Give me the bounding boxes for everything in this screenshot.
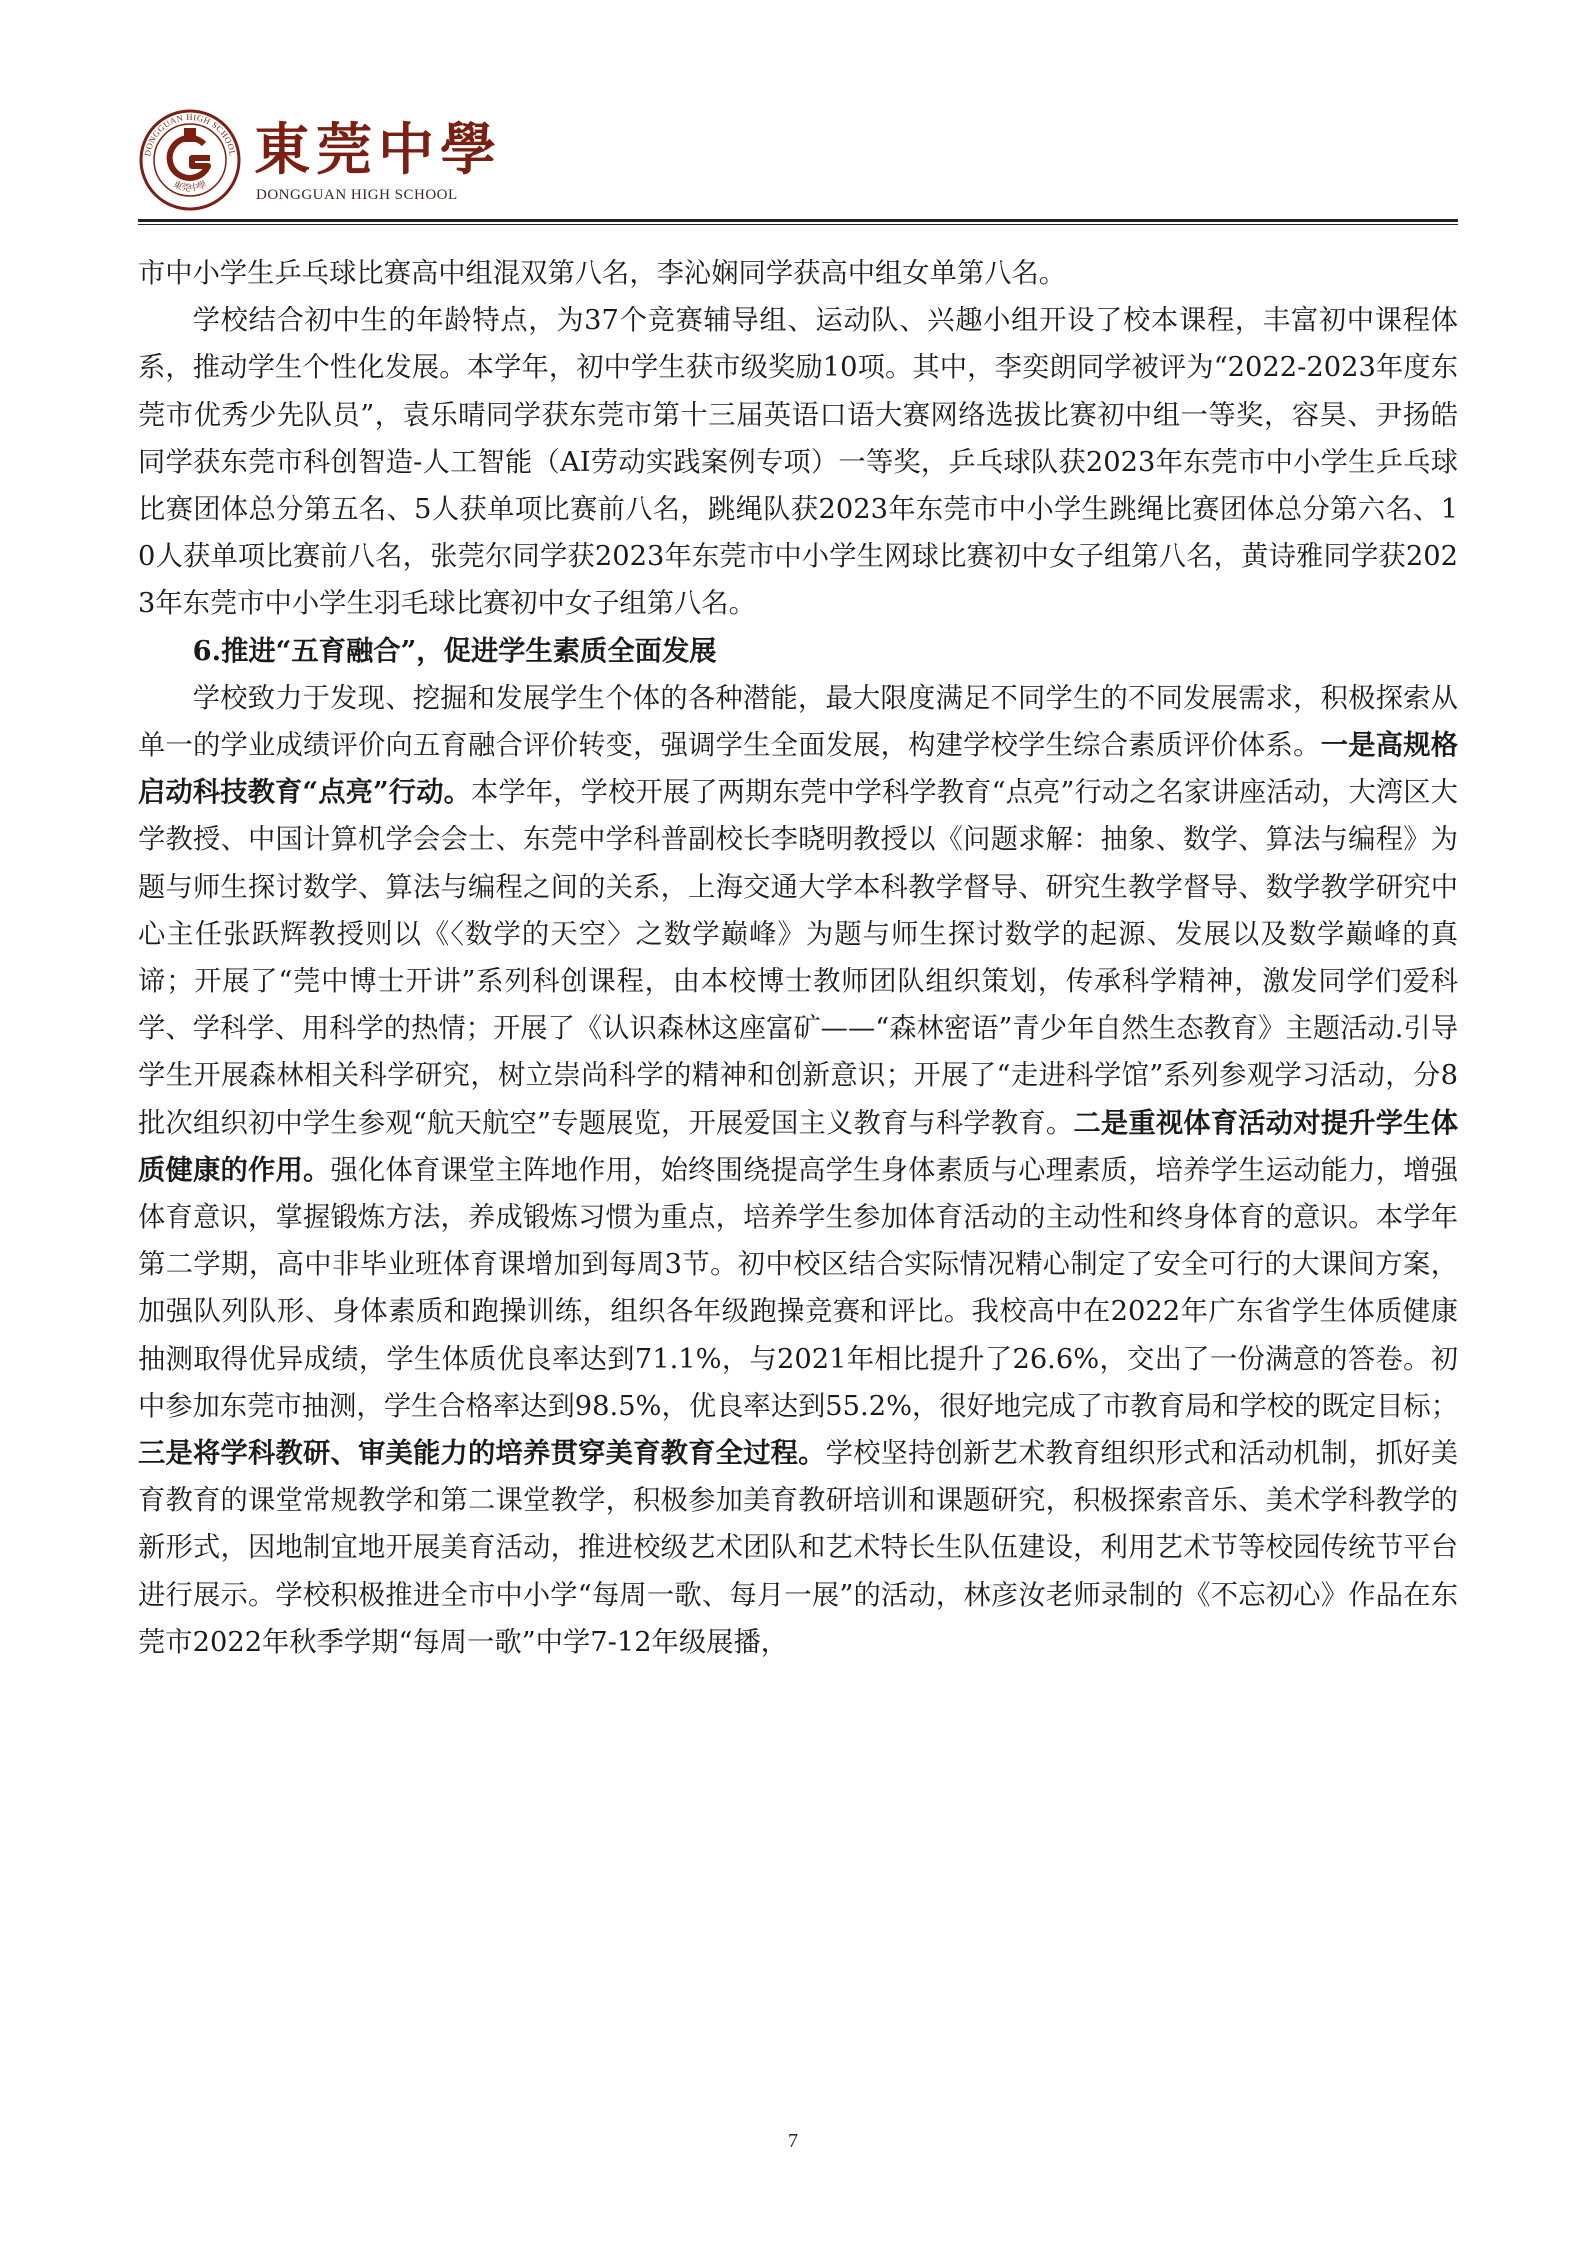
text-intro: 学校致力于发现、挖掘和发展学生个体的各种潜能，最大限度满足不同学生的不同发展需求，积极探索从单一的学业成绩评价向五育融合评价转变，强调学生全面发展，构建学校学生综合素质评价体系。 bbox=[138, 682, 1458, 762]
paragraph-continuation: 市中小学生乒乓球比赛高中组混双第八名，李沁娴同学获高中组女单第八名。 bbox=[138, 258, 1067, 289]
header-rule-thin bbox=[138, 224, 1458, 225]
text-point-two: 二是重视体育活动对提升学生体质健康的作用。 bbox=[138, 1106, 1458, 1186]
school-seal-logo bbox=[138, 108, 242, 212]
text-physical-education: 强化体育课堂主阵地作用，始终围绕提高学生身体素质与心理素质，培养学生运动能力，增强体育意识，掌握锻炼方法，养成锻炼习惯为重点，培养学生参加体育活动的主动性和终身体育的意识。本学年第二学期，高中非毕业班体育课增加到每周3节。初中校区结合实际情况精心制定了安全可行的大课间方案，加强队列队形、身体素质和跑操训练，组织各年级跑操竞赛和评比。我校高中在2022年广东省学生体质健康抽测取得优异成绩，学生体质优良率达到71.1%，与2021年相比提升了26.6%，交出了一份满意的答卷。初中参加东莞市抽测，学生合格率达到98.5%，优良率达到55.2%，很好地完成了市教育局和学校的既定目标； bbox=[138, 1154, 1458, 1422]
text-point-one: 一是高规格启动科技教育“点亮”行动。 bbox=[138, 729, 1459, 809]
svg-text:東莞中學: 東莞中學 bbox=[171, 179, 209, 195]
svg-text:DONGGUAN HIGH SCHOOL: DONGGUAN HIGH SCHOOL bbox=[142, 111, 238, 157]
school-name-english: DONGGUAN HIGH SCHOOL bbox=[256, 187, 458, 203]
header-rule-thick bbox=[138, 219, 1458, 222]
text-aesthetic-education: 学校坚持创新艺术教育组织形式和活动机制，抓好美育教育的课堂常规教学和第二课堂教学，积极参加美育教研培训和课题研究，积极探索音乐、美术学科教学的新形式，因地制宜地开展美育活动，推进校级艺术团队和艺术特长生队伍建设，利用艺术节等校园传统节平台进行展示。学校积极推进全市中小学“每周一歌、每月一展”的活动，林彦汝老师录制的《不忘初心》作品在东莞市2022年秋季学期“每周一歌”中学7-12年级展播， bbox=[138, 1438, 1458, 1658]
page-number: 7 bbox=[788, 2130, 798, 2152]
school-name-chinese: 東莞中學 bbox=[254, 117, 502, 183]
text-point-three: 三是将学科教研、审美能力的培养贯穿美育教育全过程。 bbox=[138, 1437, 826, 1470]
paragraph-five-education bbox=[138, 675, 1458, 1666]
page-header bbox=[138, 108, 1458, 226]
paragraph-junior-achievements: 学校结合初中生的年龄特点，为37个竞赛辅导组、运动队、兴趣小组开设了校本课程，丰富初中课程体系，推动学生个性化发展。本学年，初中学生获市级奖励10项。其中，李奕朗同学被评为“2022-2023年度东莞市优秀少先队员”，袁乐晴同学获东莞市第十三届英语口语大赛网络选拔比赛初中组一等奖，容昊、尹扬皓同学获东莞市科创智造-人工智能（AI劳动实践案例专项）一等奖，乒乓球队获2023年东莞市中小学生乒乓球比赛团体总分第五名、5人获单项比赛前八名，跳绳队获2023年东莞市中小学生跳绳比赛团体总分第六名、10人获单项比赛前八名，张莞尔同学获2023年东莞市中小学生网球比赛初中女子组第八名，黄诗雅同学获2023年东莞市中小学生羽毛球比赛初中女子组第八名。 bbox=[138, 305, 1458, 620]
document-body bbox=[138, 250, 1458, 1666]
section-heading: 6.推进“五育融合”，促进学生素质全面发展 bbox=[192, 634, 717, 667]
text-science-education: 本学年，学校开展了两期东莞中学科学教育“点亮”行动之名家讲座活动，大湾区大学教授、中国计算机学会会士、东莞中学科普副校长李晓明教授以《问题求解：抽象、数学、算法与编程》为题与师生探讨数学、算法与编程之间的关系，上海交通大学本科教学督导、研究生教学督导、数学教学研究中心主任张跃辉教授则以《〈数学的天空〉之数学巅峰》为题与师生探讨数学的起源、发展以及数学巅峰的真谛；开展了“莞中博士开讲”系列科创课程，由本校博士教师团队组织策划，传承科学精神，激发同学们爱科学、学科学、用科学的热情；开展了《认识森林这座富矿——“森林密语”青少年自然生态教育》主题活动.引导学生开展森林相关科学研究，树立崇尚科学的精神和创新意识；开展了“走进科学馆”系列参观学习活动，分8批次组织初中学生参观“航天航空”专题展览，开展爱国主义教育与科学教育。 bbox=[138, 777, 1458, 1139]
